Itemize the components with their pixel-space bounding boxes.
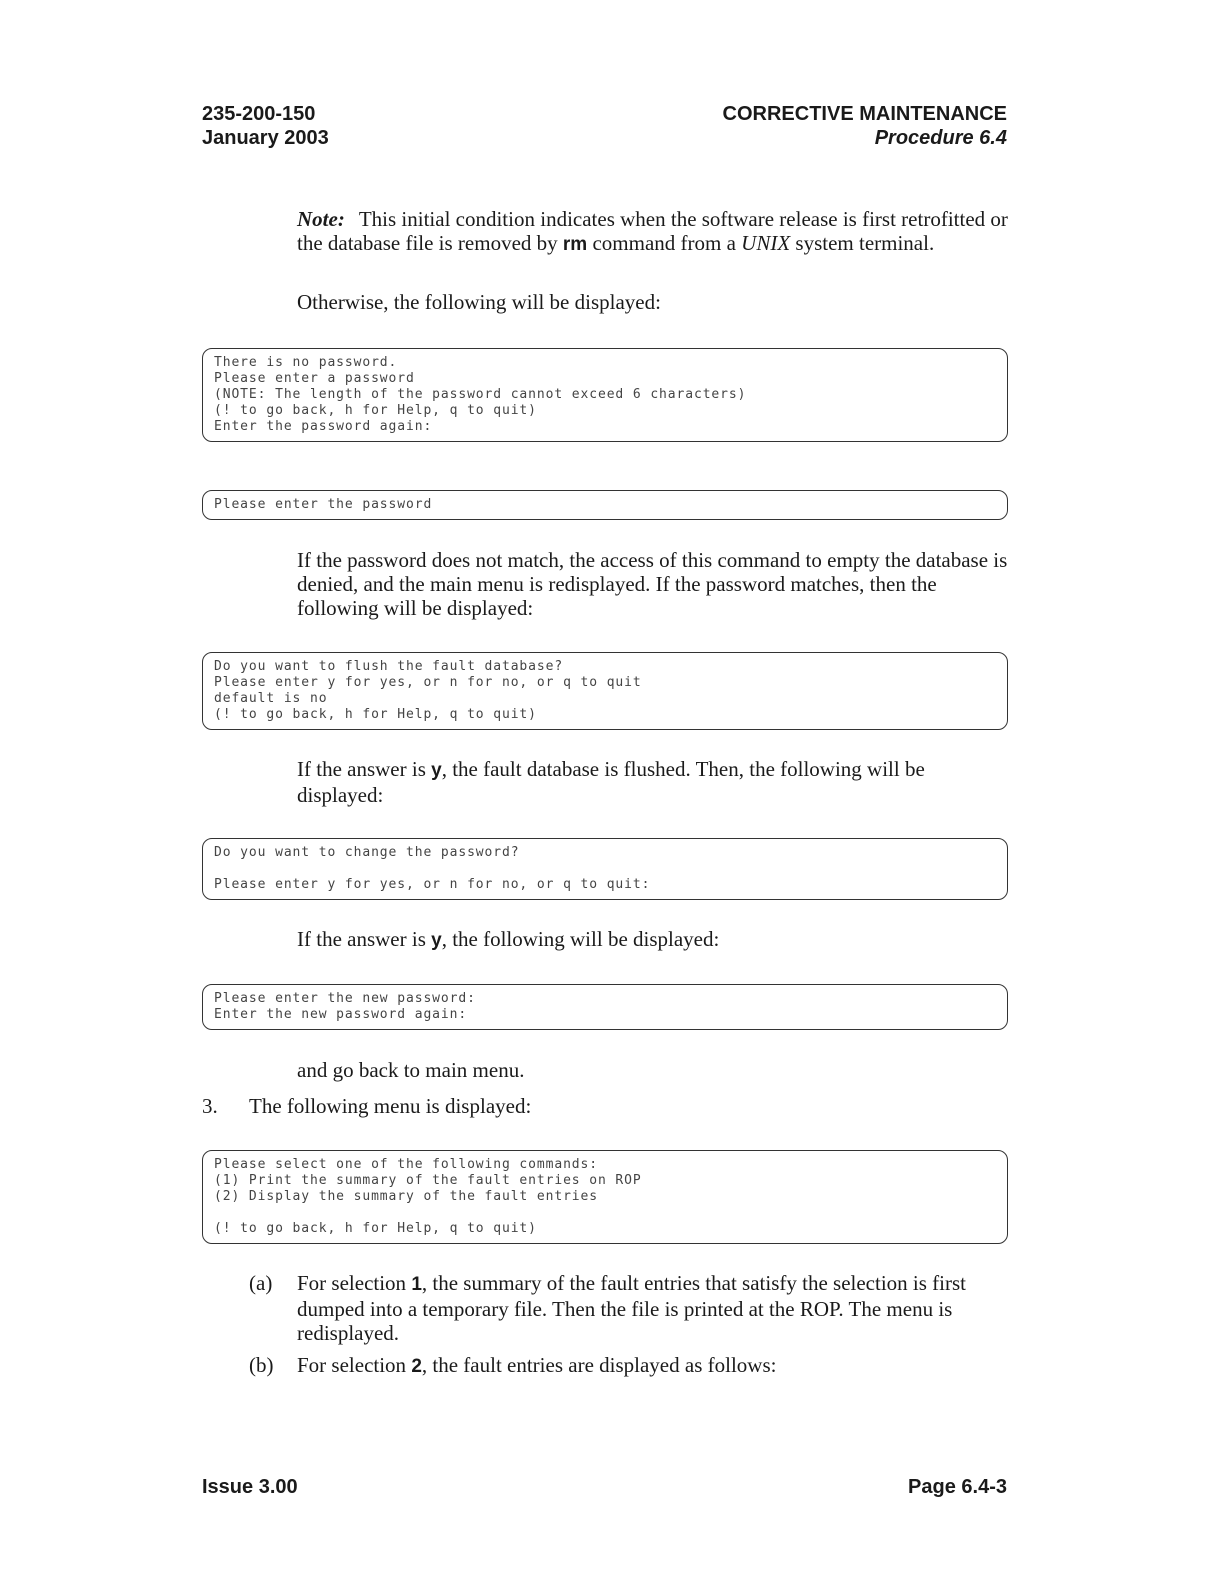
note-command: rm <box>562 234 588 255</box>
note-unix: UNIX <box>741 231 791 255</box>
terminal-line: Please select one of the following commands: <box>214 1157 598 1172</box>
terminal-line: (! to go back, h for Help, q to quit) <box>214 1221 537 1236</box>
note-text-1: This initial condition indicates when the software release is first retrofitted or the database file is removed by <box>297 207 1008 255</box>
item-b-text <box>297 1353 1012 1379</box>
terminal-line: Please enter y for yes, or n for no, or q to quit <box>214 675 642 690</box>
section-title: CORRECTIVE MAINTENANCE <box>722 103 1007 125</box>
item-a-label: (a) <box>249 1271 273 1295</box>
terminal-box-no-password <box>202 348 1008 442</box>
change-text-2: , the following will be displayed: <box>441 927 720 951</box>
terminal-line: Please enter a password <box>214 371 415 386</box>
go-back-paragraph: and go back to main menu. <box>297 1058 525 1082</box>
terminal-line: (! to go back, h for Help, q to quit) <box>214 707 537 722</box>
note-text-2: command from a <box>587 231 742 255</box>
terminal-box-enter-password <box>202 490 1008 520</box>
doc-date: January 2003 <box>202 127 329 149</box>
footer-issue: Issue 3.00 <box>202 1476 298 1498</box>
terminal-line <box>214 861 996 877</box>
terminal-line: Do you want to change the password? <box>214 845 520 860</box>
password-mismatch-paragraph: If the password does not match, the access of this command to empty the database is denied, and the main menu is redisplayed. If the password matches, then the following will be displayed: <box>297 548 1008 620</box>
item-a-text-1: For selection <box>297 1271 412 1295</box>
item-b-selection: 2 <box>411 1356 422 1377</box>
footer-page-number: Page 6.4-3 <box>908 1476 1007 1498</box>
terminal-line: (1) Print the summary of the fault entries on ROP <box>214 1173 642 1188</box>
item-a-selection: 1 <box>411 1274 422 1295</box>
terminal-line <box>214 1205 996 1221</box>
terminal-line: There is no password. <box>214 355 398 370</box>
terminal-line: (! to go back, h for Help, q to quit) <box>214 403 537 418</box>
terminal-line: Enter the password again: <box>214 419 433 434</box>
item-a-text-2: , the summary of the fault entries that satisfy the selection is first dumped into a temporary file. Then the file is printed at the ROP. The menu is redisplayed. <box>297 1271 967 1345</box>
item-a-text <box>297 1271 1012 1345</box>
terminal-line: Do you want to flush the fault database? <box>214 659 564 674</box>
terminal-line: (NOTE: The length of the password cannot exceed 6 characters) <box>214 387 747 402</box>
terminal-line: default is no <box>214 691 328 706</box>
terminal-line: Please enter the new password: <box>214 991 476 1006</box>
flush-text-1: If the answer is <box>297 757 432 781</box>
note-text-3: system terminal. <box>790 231 935 255</box>
terminal-line: Enter the new password again: <box>214 1007 468 1022</box>
flush-answer-y: y <box>431 760 442 781</box>
terminal-line: Please enter y for yes, or n for no, or q to quit: <box>214 877 651 892</box>
terminal-box-change-password <box>202 838 1008 900</box>
terminal-line: Please enter the password <box>214 497 433 512</box>
doc-number: 235-200-150 <box>202 103 316 125</box>
item-b-label: (b) <box>249 1353 274 1377</box>
flush-text-2: , the fault database is flushed. Then, the following will be displayed: <box>297 757 925 807</box>
change-text-1: If the answer is <box>297 927 432 951</box>
item-b-text-1: For selection <box>297 1353 412 1377</box>
header-left <box>202 102 329 150</box>
note-label: Note: <box>297 207 345 231</box>
header-right <box>723 102 1007 150</box>
note-paragraph <box>297 207 1012 257</box>
step-number: 3. <box>202 1094 218 1118</box>
terminal-box-new-password <box>202 984 1008 1030</box>
terminal-line: (2) Display the summary of the fault entries <box>214 1189 598 1204</box>
change-paragraph <box>297 927 1012 953</box>
procedure-number: Procedure 6.4 <box>874 127 1007 149</box>
item-b-text-2: , the fault entries are displayed as follows: <box>421 1353 777 1377</box>
step-3-text: The following menu is displayed: <box>249 1094 532 1118</box>
terminal-box-select-command <box>202 1150 1008 1244</box>
change-answer-y: y <box>431 930 442 951</box>
otherwise-paragraph: Otherwise, the following will be displayed: <box>297 290 661 314</box>
terminal-box-flush-database <box>202 652 1008 730</box>
flush-paragraph <box>297 757 1012 807</box>
